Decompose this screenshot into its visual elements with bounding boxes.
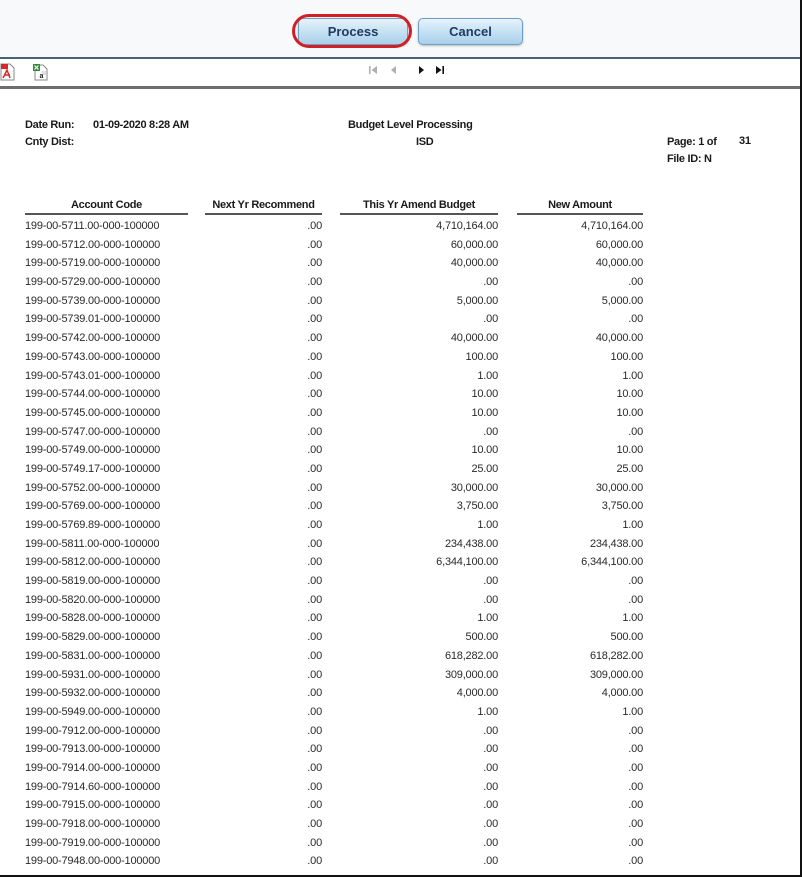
account-code-cell: 199-00-5712.00-000-100000: [25, 238, 161, 251]
next-yr-recommend-cell: .00: [307, 257, 322, 270]
table-row: [0, 628, 800, 647]
account-code-cell: 199-00-5811.00-000-100000: [25, 537, 160, 550]
account-code-cell: 199-00-7918.00-000-100000: [25, 818, 161, 830]
account-code-cell: 199-00-5739.00-000-100000: [25, 294, 161, 307]
new-amount-cell: .00: [628, 836, 643, 849]
this-yr-amend-budget-cell: 25.00: [471, 462, 498, 475]
this-yr-amend-budget-cell: 500.00: [465, 631, 498, 644]
next-yr-recommend-cell: .00: [307, 631, 322, 644]
this-yr-amend-budget-cell: 60,000.00: [450, 238, 498, 251]
this-yr-amend-budget-cell: .00: [483, 593, 498, 606]
table-row: [0, 684, 800, 703]
next-yr-recommend-cell: .00: [307, 500, 322, 513]
table-row: [0, 516, 800, 535]
next-yr-recommend-cell: .00: [307, 799, 322, 812]
account-code-cell: 199-00-7914.60-000-100000: [25, 780, 161, 793]
next-page-button[interactable]: [418, 65, 426, 79]
table-row: [0, 852, 800, 871]
next-yr-recommend-cell: .00: [307, 481, 322, 494]
this-yr-amend-budget-cell: 3,750.00: [456, 500, 498, 513]
report-subtitle: ISD: [416, 136, 434, 148]
this-yr-amend-budget-cell: .00: [483, 313, 498, 326]
this-yr-amend-budget-cell: .00: [483, 276, 498, 289]
next-yr-recommend-cell: .00: [307, 462, 322, 475]
next-yr-recommend-cell: .00: [307, 406, 322, 419]
table-row: [0, 254, 800, 273]
next-yr-recommend-cell: .00: [307, 575, 322, 588]
file-id: File ID: N: [667, 153, 712, 165]
new-amount-cell: 4,000.00: [601, 687, 643, 700]
new-amount-cell: 5,000.00: [601, 294, 643, 307]
table-row: [0, 236, 800, 255]
this-yr-amend-budget-cell: 10.00: [471, 406, 498, 419]
account-code-cell: 199-00-5747.00-000-100000: [25, 425, 161, 438]
account-code-cell: 199-00-5743.01-000-100000: [25, 369, 161, 382]
new-amount-cell: .00: [628, 276, 643, 289]
this-yr-amend-budget-cell: .00: [483, 799, 498, 812]
new-amount-cell: 1.00: [622, 369, 643, 382]
new-amount-cell: .00: [628, 593, 643, 606]
new-amount-cell: 25.00: [616, 462, 643, 475]
this-yr-amend-budget-cell: 1.00: [477, 519, 498, 531]
process-button[interactable]: Process: [298, 18, 408, 45]
column-header-new-amount: New Amount: [517, 199, 643, 215]
account-code-cell: 199-00-5831.00-000-100000: [25, 649, 161, 662]
account-code-cell: 199-00-5742.00-000-100000: [25, 332, 161, 345]
svg-text:a: a: [39, 73, 44, 80]
account-code-cell: 199-00-5949.00-000-100000: [25, 705, 161, 718]
report-page: [0, 89, 800, 875]
next-yr-recommend-cell: .00: [307, 836, 322, 849]
this-yr-amend-budget-cell: 10.00: [471, 444, 498, 457]
new-amount-cell: .00: [628, 780, 643, 793]
account-code-cell: 199-00-5711.00-000-100000: [25, 220, 160, 232]
account-code-cell: 199-00-5719.00-000-100000: [25, 257, 161, 270]
account-code-cell: 199-00-7914.00-000-100000: [25, 761, 161, 774]
account-code-cell: 199-00-7919.00-000-100000: [25, 836, 161, 849]
account-code-cell: 199-00-5752.00-000-100000: [25, 481, 161, 494]
new-amount-cell: .00: [628, 575, 643, 588]
this-yr-amend-budget-cell: .00: [483, 855, 498, 868]
table-row: [0, 647, 800, 666]
last-page-button[interactable]: [435, 65, 445, 79]
excel-export-icon[interactable]: [32, 63, 48, 81]
this-yr-amend-budget-cell: .00: [483, 425, 498, 438]
new-amount-cell: 30,000.00: [595, 481, 643, 494]
table-row: [0, 759, 800, 778]
account-code-cell: 199-00-7948.00-000-100000: [25, 855, 161, 868]
account-code-cell: 199-00-7912.00-000-100000: [25, 724, 161, 737]
account-code-cell: 199-00-5749.17-000-100000: [25, 462, 161, 475]
this-yr-amend-budget-cell: 5,000.00: [456, 294, 498, 307]
new-amount-cell: .00: [628, 761, 643, 774]
new-amount-cell: 10.00: [616, 406, 643, 419]
next-yr-recommend-cell: .00: [307, 855, 322, 868]
next-yr-recommend-cell: .00: [307, 612, 322, 625]
account-code-cell: 199-00-5745.00-000-100000: [25, 406, 161, 419]
account-code-cell: 199-00-7915.00-000-100000: [25, 799, 161, 812]
page-label: Page: 1 of: [667, 136, 717, 148]
table-row: [0, 609, 800, 628]
table-row: [0, 740, 800, 759]
next-yr-recommend-cell: .00: [307, 369, 322, 382]
new-amount-cell: .00: [628, 724, 643, 737]
account-code-cell: 199-00-5829.00-000-100000: [25, 631, 161, 644]
table-row: [0, 796, 800, 815]
this-yr-amend-budget-cell: 618,282.00: [444, 649, 498, 662]
this-yr-amend-budget-cell: 4,000.00: [456, 687, 498, 700]
table-row: [0, 385, 800, 404]
this-yr-amend-budget-cell: 10.00: [471, 388, 498, 401]
table-row: [0, 404, 800, 423]
table-row: [0, 423, 800, 442]
date-run-value: 01-09-2020 8:28 AM: [93, 119, 189, 131]
next-yr-recommend-cell: .00: [307, 593, 322, 606]
new-amount-cell: 10.00: [616, 444, 643, 457]
this-yr-amend-budget-cell: 1.00: [477, 369, 498, 382]
new-amount-cell: 4,710,164.00: [581, 220, 643, 232]
account-code-cell: 199-00-5932.00-000-100000: [25, 687, 161, 700]
next-yr-recommend-cell: .00: [307, 350, 322, 363]
new-amount-cell: 1.00: [622, 519, 643, 531]
this-yr-amend-budget-cell: 234,438.00: [444, 537, 498, 550]
this-yr-amend-budget-cell: 6,344,100.00: [436, 556, 498, 569]
new-amount-cell: .00: [628, 425, 643, 438]
this-yr-amend-budget-cell: .00: [483, 780, 498, 793]
account-code-cell: 199-00-5828.00-000-100000: [25, 612, 161, 625]
account-code-cell: 199-00-7913.00-000-100000: [25, 743, 161, 756]
table-row: [0, 217, 800, 236]
report-title: Budget Level Processing: [348, 119, 473, 131]
table-row: [0, 778, 800, 797]
account-code-cell: 199-00-5744.00-000-100000: [25, 388, 161, 401]
new-amount-cell: 40,000.00: [595, 332, 643, 345]
column-header-account-code: Account Code: [25, 199, 188, 215]
column-header-this-yr-amend-budget: This Yr Amend Budget: [340, 199, 498, 215]
table-row: [0, 479, 800, 498]
table-row: [0, 815, 800, 834]
table-row: [0, 572, 800, 591]
first-page-button[interactable]: [368, 65, 378, 79]
next-yr-recommend-cell: .00: [307, 294, 322, 307]
this-yr-amend-budget-cell: 40,000.00: [450, 332, 498, 345]
table-row: [0, 591, 800, 610]
new-amount-cell: 6,344,100.00: [581, 556, 643, 569]
next-yr-recommend-cell: .00: [307, 556, 322, 569]
account-code-cell: 199-00-5769.89-000-100000: [25, 519, 161, 531]
new-amount-cell: 309,000.00: [589, 668, 643, 681]
new-amount-cell: 100.00: [610, 350, 643, 363]
table-row: [0, 703, 800, 722]
new-amount-cell: 10.00: [616, 388, 643, 401]
column-header-next-yr-recommend: Next Yr Recommend: [205, 199, 322, 215]
new-amount-cell: 60,000.00: [595, 238, 643, 251]
table-row: [0, 460, 800, 479]
page-total: 31: [739, 135, 751, 147]
next-yr-recommend-cell: .00: [307, 388, 322, 401]
this-yr-amend-budget-cell: 1.00: [477, 612, 498, 625]
report-table-body: [0, 217, 800, 871]
this-yr-amend-budget-cell: .00: [483, 724, 498, 737]
table-row: [0, 292, 800, 311]
previous-page-button[interactable]: [389, 65, 397, 79]
new-amount-cell: .00: [628, 855, 643, 868]
table-row: [0, 441, 800, 460]
this-yr-amend-budget-cell: 40,000.00: [450, 257, 498, 270]
this-yr-amend-budget-cell: 100.00: [465, 350, 498, 363]
table-row: [0, 666, 800, 685]
new-amount-cell: 1.00: [622, 705, 643, 718]
this-yr-amend-budget-cell: 4,710,164.00: [436, 220, 498, 232]
new-amount-cell: 40,000.00: [595, 257, 643, 270]
cancel-button[interactable]: Cancel: [418, 18, 523, 45]
account-code-cell: 199-00-5820.00-000-100000: [25, 593, 161, 606]
table-row: [0, 535, 800, 554]
date-run-label: Date Run:: [25, 119, 75, 131]
account-code-cell: 199-00-5819.00-000-100000: [25, 575, 161, 588]
table-row: [0, 273, 800, 292]
next-yr-recommend-cell: .00: [307, 724, 322, 737]
new-amount-cell: .00: [628, 743, 643, 756]
report-viewer-toolbar: [0, 59, 800, 89]
this-yr-amend-budget-cell: .00: [483, 836, 498, 849]
this-yr-amend-budget-cell: .00: [483, 761, 498, 774]
next-yr-recommend-cell: .00: [307, 519, 322, 531]
next-yr-recommend-cell: .00: [307, 276, 322, 289]
new-amount-cell: 500.00: [610, 631, 643, 644]
this-yr-amend-budget-cell: .00: [483, 575, 498, 588]
table-row: [0, 834, 800, 853]
this-yr-amend-budget-cell: 30,000.00: [450, 481, 498, 494]
account-code-cell: 199-00-5729.00-000-100000: [25, 276, 161, 289]
table-row: [0, 722, 800, 741]
table-row: [0, 329, 800, 348]
new-amount-cell: .00: [628, 799, 643, 812]
next-yr-recommend-cell: .00: [307, 425, 322, 438]
account-code-cell: 199-00-5769.00-000-100000: [25, 500, 161, 513]
next-yr-recommend-cell: .00: [307, 743, 322, 756]
account-code-cell: 199-00-5739.01-000-100000: [25, 313, 161, 326]
next-yr-recommend-cell: .00: [307, 238, 322, 251]
next-yr-recommend-cell: .00: [307, 668, 322, 681]
next-yr-recommend-cell: .00: [307, 444, 322, 457]
new-amount-cell: .00: [628, 313, 643, 326]
next-yr-recommend-cell: .00: [307, 332, 322, 345]
this-yr-amend-budget-cell: 309,000.00: [444, 668, 498, 681]
account-code-cell: 199-00-5743.00-000-100000: [25, 350, 161, 363]
next-yr-recommend-cell: .00: [307, 705, 322, 718]
table-row: [0, 348, 800, 367]
next-yr-recommend-cell: .00: [307, 818, 322, 830]
next-yr-recommend-cell: .00: [307, 761, 322, 774]
new-amount-cell: 1.00: [622, 612, 643, 625]
this-yr-amend-budget-cell: .00: [483, 743, 498, 756]
account-code-cell: 199-00-5749.00-000-100000: [25, 444, 161, 457]
cnty-dist-label: Cnty Dist:: [25, 136, 74, 148]
next-yr-recommend-cell: .00: [307, 537, 322, 550]
table-row: [0, 553, 800, 572]
next-yr-recommend-cell: .00: [307, 313, 322, 326]
new-amount-cell: .00: [628, 818, 643, 830]
account-code-cell: 199-00-5812.00-000-100000: [25, 556, 161, 569]
next-yr-recommend-cell: .00: [307, 649, 322, 662]
table-row: [0, 497, 800, 516]
pdf-export-icon[interactable]: [0, 63, 16, 81]
table-row: [0, 310, 800, 329]
table-row: [0, 367, 800, 386]
account-code-cell: 199-00-5931.00-000-100000: [25, 668, 161, 681]
new-amount-cell: 618,282.00: [589, 649, 643, 662]
this-yr-amend-budget-cell: 1.00: [477, 705, 498, 718]
next-yr-recommend-cell: .00: [307, 220, 322, 232]
next-yr-recommend-cell: .00: [307, 687, 322, 700]
new-amount-cell: 3,750.00: [601, 500, 643, 513]
this-yr-amend-budget-cell: .00: [483, 818, 498, 830]
next-yr-recommend-cell: .00: [307, 780, 322, 793]
new-amount-cell: 234,438.00: [589, 537, 643, 550]
action-bar: [0, 0, 800, 59]
